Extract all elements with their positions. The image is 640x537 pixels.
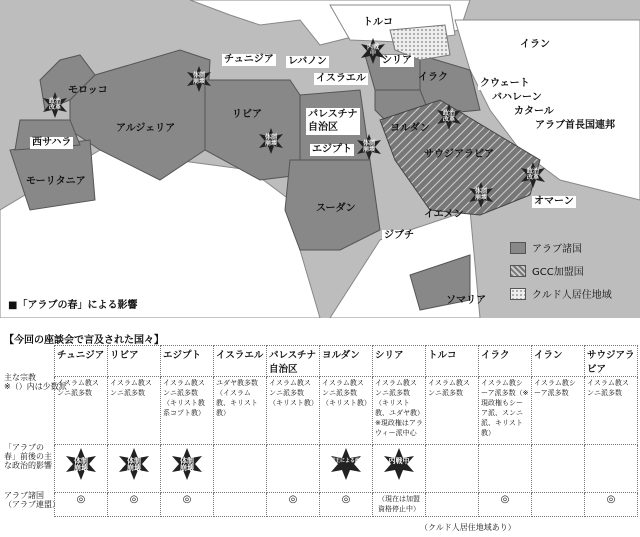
label-egypt: エジプト	[312, 144, 352, 155]
label-somalia: ソマリア	[446, 295, 486, 306]
column-header: イスラエル	[214, 346, 267, 377]
kurd-footnote: （クルド人居住地域あり）	[420, 523, 516, 532]
label-bahrain: バハレーン	[492, 92, 542, 103]
arab-league-cell: ◎	[55, 493, 108, 517]
column-header: イラン	[532, 346, 585, 377]
label-syria: シリア	[382, 55, 412, 66]
religion-cell: ユダヤ教多数（イスラム教、キリスト教）	[214, 377, 267, 445]
civilwar-badge-syria: 内戦 中	[360, 38, 386, 64]
label-iraq: イラク	[418, 72, 448, 83]
label-morocco: モロッコ	[68, 85, 108, 96]
label-palestine: パレスチナ 自治区	[306, 108, 360, 135]
row-head-religion: 主な宗教 ※（）内は少数派	[4, 373, 67, 392]
spring-cell	[161, 445, 214, 493]
arab-league-cell: ◎	[585, 493, 638, 517]
column-header: トルコ	[426, 346, 479, 377]
column-header: パレスチナ自治区	[267, 346, 320, 377]
religion-cell: イスラム教スンニ派多数（キリスト教）	[267, 377, 320, 445]
label-kuwait: クウェート	[480, 78, 530, 89]
countries-table	[54, 345, 638, 517]
reform-badge-oman: 政治 改革	[520, 162, 546, 188]
reform-badge-morocco: 政治 改革	[42, 92, 68, 118]
label-jordan: ヨルダン	[390, 123, 430, 134]
label-iran: イラン	[520, 39, 550, 50]
column-header: チュニジア	[55, 346, 108, 377]
arab-league-cell: ◎	[161, 493, 214, 517]
impact-badge	[383, 448, 415, 480]
label-israel: イスラエル	[316, 73, 366, 84]
religion-cell: イスラム教スンニ派多数	[108, 377, 161, 445]
impact-badge-text: 国王による政権交代	[330, 458, 376, 464]
label-oman: オマーン	[534, 196, 574, 207]
map-legend	[510, 240, 612, 309]
label-uae: アラブ首長国連邦	[535, 120, 615, 131]
row-head-spring: 「アラブの春」前後の主な政治的影響	[4, 443, 52, 471]
religion-cell: イスラム教スンニ派多数	[55, 377, 108, 445]
table-title: 【今回の座談会で言及された国々】	[4, 335, 164, 346]
religion-cell: イスラム教シーア派多数（※現政権もシーア派、スンニ派、キリスト教）	[479, 377, 532, 445]
label-lebanon: レバノン	[288, 56, 327, 67]
legend-gcc: GCC加盟国	[510, 263, 612, 278]
religion-cell: イスラム教シーア派多数	[532, 377, 585, 445]
label-turkey: トルコ	[363, 17, 393, 28]
label-yemen: イエメン	[424, 209, 464, 220]
spring-cell	[55, 445, 108, 493]
column-header: サウジアラビア	[585, 346, 638, 377]
spring-cell	[585, 445, 638, 493]
column-header: エジプト	[161, 346, 214, 377]
impact-badge	[65, 448, 97, 480]
impact-badge	[118, 448, 150, 480]
label-w-sahara: 西サハラ	[32, 137, 72, 148]
impact-badge-text: 内戦中	[388, 457, 410, 465]
label-algeria: アルジェリア	[116, 123, 176, 134]
spring-cell	[320, 445, 376, 493]
spring-cell	[532, 445, 585, 493]
label-djibouti: ジブチ	[384, 230, 414, 241]
column-header: リビア	[108, 346, 161, 377]
collapse-badge-egypt: 体制 崩壊	[356, 134, 382, 160]
religion-cell: イスラム教スンニ派多数（キリスト教、ユダヤ教）※現政権はアラウィー派中心	[373, 377, 426, 445]
legend-kurd: クルド人居住地域	[510, 286, 612, 301]
legend-arab: アラブ諸国	[510, 240, 612, 255]
reform-badge-bahrain: 政治 改革	[436, 104, 462, 130]
arab-league-cell	[532, 493, 585, 517]
impact-badge	[171, 448, 203, 480]
impact-badge	[330, 448, 376, 480]
column-header: シリア	[373, 346, 426, 377]
arab-league-cell	[214, 493, 267, 517]
arab-league-cell: （現在は加盟資格停止中）	[373, 493, 426, 517]
label-saudi: サウジアラビア	[424, 149, 494, 160]
arab-league-cell: ◎	[479, 493, 532, 517]
map-title: ■「アラブの春」による影響	[8, 300, 138, 311]
religion-cell: イスラム教スンニ派多数	[426, 377, 479, 445]
label-tunisia: チュニジア	[224, 54, 274, 65]
column-header: イラク	[479, 346, 532, 377]
arab-league-cell: ◎	[108, 493, 161, 517]
arab-league-cell: ◎	[320, 493, 373, 517]
label-mauritania: モーリタニア	[26, 176, 86, 187]
collapse-badge-yemen: 体制 崩壊	[468, 182, 494, 208]
label-libya: リビア	[232, 109, 262, 120]
row-head-arab: アラブ諸国 （アラブ連盟）	[4, 491, 60, 510]
spring-cell	[214, 445, 267, 493]
arab-league-cell: ◎	[267, 493, 320, 517]
label-qatar: カタール	[514, 106, 554, 117]
impact-badge-text: 体制 崩壊	[74, 457, 88, 473]
impact-badge-text: 体制 崩壊	[180, 457, 194, 473]
religion-cell: イスラム教スンニ派多数（キリスト教系コプト教）	[161, 377, 214, 445]
arab-league-cell	[426, 493, 479, 517]
column-header: ヨルダン	[320, 346, 373, 377]
impact-badge-text: 体制 崩壊	[127, 457, 141, 473]
spring-cell	[108, 445, 161, 493]
spring-cell	[267, 445, 320, 493]
religion-cell: イスラム教スンニ派多数（キリスト教）	[320, 377, 373, 445]
label-sudan: スーダン	[316, 203, 356, 214]
spring-cell	[479, 445, 532, 493]
collapse-badge-tunisia: 体制 崩壊	[186, 66, 212, 92]
spring-cell	[426, 445, 479, 493]
religion-cell: イスラム教スンニ派多数	[585, 377, 638, 445]
collapse-badge-libya: 体制 崩壊	[258, 128, 284, 154]
spring-cell	[373, 445, 426, 493]
